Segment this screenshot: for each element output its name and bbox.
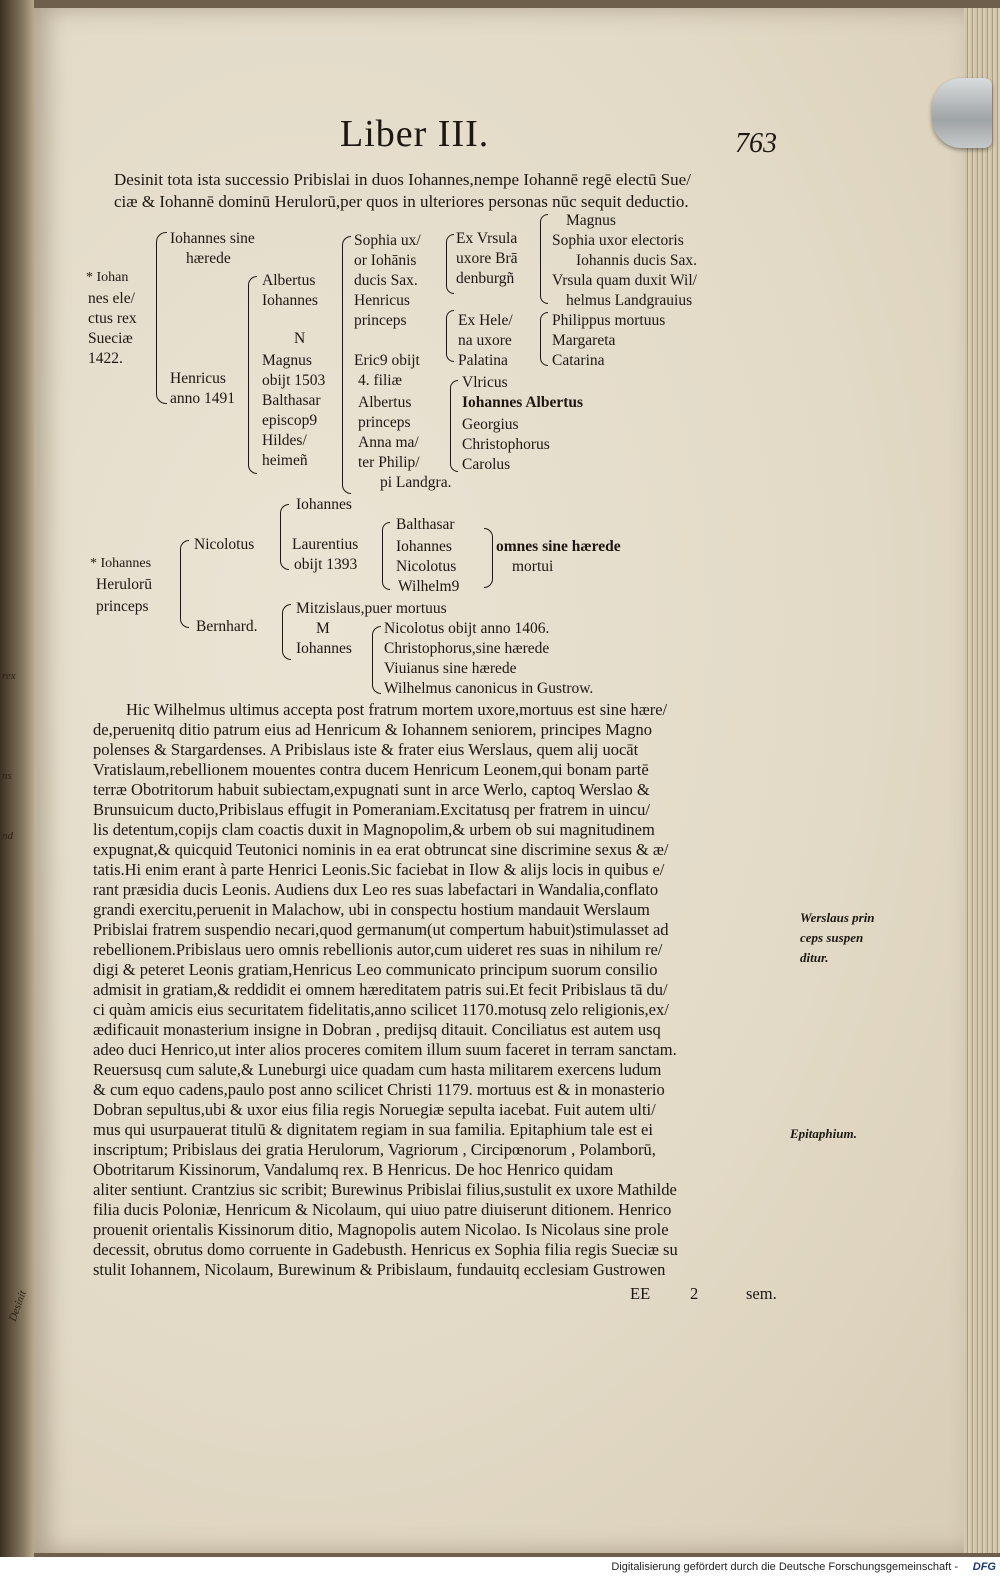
tree1-gen2: Albertus [262, 272, 316, 289]
intro-line: Desinit tota ista successio Pribislai in duos Iohannes,nempe Iohannē regē electū Sue/ [114, 170, 691, 189]
tree2-son: Bernhard. [196, 618, 258, 635]
tree1-gen3: Albertus [358, 394, 412, 411]
body-line: lis detentum,copijs clam coactis duxit in Magnopolim,& urbem ob sui magnitudinem [93, 820, 655, 839]
tree2-l-child: Nicolotus [396, 558, 457, 575]
body-line: Brunsuicum ducto,Pribislaus effugit in Pomeraniam.Excitatusq per fratrem in uincu/ [93, 800, 650, 819]
tree2-l-child: Iohannes [396, 538, 452, 555]
body-line: tatis.Hi enim erant à parte Henrici Leonis.Sic faciebat in Ilow & alijs locis in quibus e/ [93, 860, 665, 879]
body-line: ci quàm amicis eius securitatem fidelitatis,anno scilicet 1170.motusq zelo religionis,ex/ [93, 1000, 669, 1019]
tree1-gen2: Hildes/ [262, 432, 307, 449]
body-line: Obotritarum Kissinorum, Vandalumq rex. B Henricus. De hoc Henrico quidam [93, 1160, 614, 1179]
tree1-root: nes ele/ [88, 290, 135, 307]
tree1-gen3: Anna ma/ [358, 434, 419, 451]
tree1-gen2: Magnus [262, 352, 312, 369]
tree1-son: hærede [186, 250, 231, 267]
body-line: de,peruenitq ditio patrum eius ad Henricum & Iohannem seniorem, principes Magno [93, 720, 653, 739]
body-line: expugnat,& quicquid Teutonici nominis in ea erat obtruncat sine discrimine sexus & æ/ [93, 840, 669, 859]
tree1-gen3: Sophia ux/ [354, 232, 421, 249]
body-line: mus qui usurpauerat titulū & dignitatem regiam in sua familia. Epitaphium tale est ei [93, 1120, 653, 1139]
tree2-j-child: Christophorus,sine hærede [384, 640, 550, 657]
tree1-gen2: episcop9 [262, 412, 318, 429]
body-line: & cum equo cadens,paulo post anno scilicet Christi 1179. mortuus est & in monasterio [93, 1080, 665, 1099]
tree1-gen3: ducis Sax. [354, 272, 418, 289]
body-line: polenses & Stargardenses. A Pribislaus iste & frater eius Werslaus, quem alij uocāt [93, 740, 639, 759]
brace [282, 604, 291, 660]
brace [446, 234, 454, 294]
left-page-scraps [0, 0, 34, 1578]
catchword: sem. [746, 1284, 777, 1303]
brace [450, 380, 458, 472]
body-line: adeo duci Henrico,ut inter alios proceres comitem illum suum faceret in terram sanctam. [93, 1040, 677, 1059]
brace [484, 528, 493, 588]
tree1-gen3: pi Landgra. [380, 474, 452, 491]
tree1-gen4: uxore Brā [456, 250, 518, 267]
tree1-gen4: na uxore [458, 332, 512, 349]
tree1-gen4: denburgñ [456, 270, 515, 287]
brace [248, 276, 257, 474]
left-scrap: rex [2, 670, 16, 682]
signature-number: 2 [690, 1284, 699, 1303]
tree1-gen3: 4. filiæ [358, 372, 402, 389]
intro-line: ciæ & Iohannē dominū Herulorū,per quos in ulteriores personas nūc sequit deductio. [114, 192, 689, 211]
dfg-logo: DFG [972, 1561, 996, 1573]
bookmark-clip [932, 78, 992, 148]
body-line: Reuersusq cum salute,& Luneburgi uice quadam cum hasta militarem exercens ludum [93, 1060, 662, 1079]
brace [540, 312, 548, 366]
tree1-gen4: Ex Vrsula [456, 230, 518, 247]
tree1-son: anno 1491 [170, 390, 236, 407]
tree1-son: Iohannes sine [170, 230, 255, 247]
brace [180, 540, 189, 628]
tree2-j-child: Wilhelmus canonicus in Gustrow. [384, 680, 594, 697]
tree1-gen4: Vlricus [462, 374, 508, 391]
body-line: prouenit orientalis Kissinorum ditio, Magnopolis autem Nicolao. Is Nicolaus sine prole [93, 1220, 669, 1239]
tree2-root: * Iohannes [90, 556, 152, 571]
body-line: terræ Obotritorum habuit subiectam,expugnati sunt in arce Werlo, captoq Werslao & [93, 780, 650, 799]
tree1-gen5: helmus Landgrauius [566, 292, 693, 309]
tree1-root: Sueciæ [88, 330, 133, 347]
tree2-root: princeps [96, 598, 149, 615]
tree1-root: 1422. [88, 350, 123, 367]
tree1-gen4: Christophorus [462, 436, 550, 453]
tree1-gen5: Iohannis ducis Sax. [576, 252, 697, 269]
margin-note: Werslaus prin [800, 910, 875, 925]
body-line: Hic Wilhelmus ultimus accepta post fratrum mortem uxore,mortuus est sine hære/ [126, 700, 668, 719]
left-scrap: nd [2, 830, 13, 842]
brace [156, 232, 167, 404]
tree1-gen2: heimeñ [262, 452, 308, 469]
tree1-gen5: Philippus mortuus [552, 312, 666, 329]
tree1-gen3: Henricus [354, 292, 410, 309]
tree2-root: Herulorū [96, 576, 152, 593]
tree2-b-child: Mitzislaus,puer mortuus [296, 600, 447, 617]
digitization-footer [0, 1557, 1000, 1578]
left-scrap: Desinit [6, 1289, 29, 1323]
page-number: 763 [735, 128, 777, 159]
body-line: Vratislaum,rebellionem mouentes contra ducem Henricum Leonem,qui bonam partē [93, 760, 649, 779]
tree1-gen3: Eric9 obijt [354, 352, 420, 369]
tree2-j-child: Viuianus sine hærede [384, 660, 517, 677]
body-line: filia ducis Poloniæ, Henricum & Nicolaum, qui uiuo patre diuiserunt ditionem. Henrico [93, 1200, 672, 1219]
running-title: Liber III. [340, 113, 490, 155]
tree1-gen4: Iohannes Albertus [462, 394, 584, 411]
tree2-l-note: omnes sine hærede [496, 538, 621, 555]
brace [372, 626, 381, 694]
margin-note: ceps suspen [800, 930, 864, 945]
tree1-gen2: Balthasar [262, 392, 321, 409]
body-line: admisit in gratiam,& reddidit ei omnem hæreditatem patris sui.Et fecit Pribislaus tā du/ [93, 980, 668, 999]
left-scrap: ns [2, 770, 12, 782]
tree1-gen2: Iohannes [262, 292, 318, 309]
tree1-gen2: N [294, 330, 306, 347]
tree1-gen3: princeps [354, 312, 407, 329]
tree2-n-child: Laurentius [292, 536, 359, 553]
tree2-l-child: Balthasar [396, 516, 455, 533]
tree1-gen4: Georgius [462, 416, 519, 433]
body-line: decessit, obrutus domo corruente in Gadebusth. Henricus ex Sophia filia regis Sueciæ su [93, 1240, 678, 1259]
tree1-root: * Iohan [86, 270, 129, 285]
tree2-b-child: Iohannes [296, 640, 352, 657]
tree1-gen3: ter Philip/ [358, 454, 420, 471]
margin-note: ditur. [800, 950, 829, 965]
footer-text: Digitalisierung gefördert durch die Deutsche Forschungsgemeinschaft - [611, 1561, 958, 1573]
tree1-root: ctus rex [88, 310, 137, 327]
body-line: grandi exercitu,peruenit in Malachow, ubi in conspectu hostium mandauit Werslaum [93, 900, 650, 919]
body-line: rebellionem.Pribislaus uero omnis rebellionis autor,cum uideret res suas in nihilum re/ [93, 940, 663, 959]
tree2-j-child: Nicolotus obijt anno 1406. [384, 620, 550, 637]
tree1-gen2: obijt 1503 [262, 372, 326, 389]
tree1-gen5: Magnus [566, 212, 616, 229]
tree1-gen5: Vrsula quam duxit Wil/ [552, 272, 697, 289]
signature-mark: EE [630, 1284, 651, 1303]
tree2-l-note: mortui [512, 558, 554, 575]
brace [540, 214, 548, 304]
tree1-gen3: or Iohānis [354, 252, 417, 269]
tree1-gen5: Margareta [552, 332, 616, 349]
tree1-gen4: Carolus [462, 456, 511, 473]
tree2-b-child: M [316, 620, 330, 637]
tree1-gen4: Palatina [458, 352, 508, 369]
tree2-n-child: Iohannes [296, 496, 352, 513]
body-line: ædificauit monasterium insigne in Dobran , predijsq ditauit. Conciliatus est autem usq [93, 1020, 661, 1039]
body-line: rant præsidia ducis Leonis. Audiens dux Leo res suas labefactari in Wandalia,conflato [93, 880, 659, 899]
body-line: inscriptum; Pribislaus dei gratia Herulorum, Vagriorum , Circipœnorum , Polamborū, [93, 1140, 656, 1159]
body-line: stulit Iohannem, Nicolaum, Burewinum & Pribislaum, fundauitq ecclesiam Gustrowen [93, 1260, 666, 1279]
margin-note: Epitaphium. [790, 1126, 857, 1141]
tree1-gen5: Catarina [552, 352, 605, 369]
tree2-n-child: obijt 1393 [294, 556, 358, 573]
brace [446, 310, 454, 362]
body-line: Pribislai fratrem suspendio necari,quod germanum(ut compertum habuit)stimulasset ad [93, 920, 669, 939]
body-line: Dobran sepultus,ubi & uxor eius filia regis Noruegiæ sepulta iacebat. Fuit autem ulti/ [93, 1100, 656, 1119]
tree1-son: Henricus [170, 370, 226, 387]
brace [382, 522, 390, 590]
tree1-gen3: princeps [358, 414, 411, 431]
brace [342, 236, 351, 494]
page-block-edge [960, 8, 1000, 1553]
body-line: aliter sentiunt. Crantzius sic scribit; Burewinus Pribislai filius,sustulit ex uxore Mathilde [93, 1180, 677, 1199]
brace [280, 504, 289, 570]
tree2-son: Nicolotus [194, 536, 255, 553]
tree2-l-child: Wilhelm9 [398, 578, 460, 595]
tree1-gen5: Sophia uxor electoris [552, 232, 684, 249]
tree1-gen4: Ex Hele/ [458, 312, 513, 329]
body-line: digi & peteret Leonis gratiam,Henricus Leo communicato principum suorum consilio [93, 960, 658, 979]
